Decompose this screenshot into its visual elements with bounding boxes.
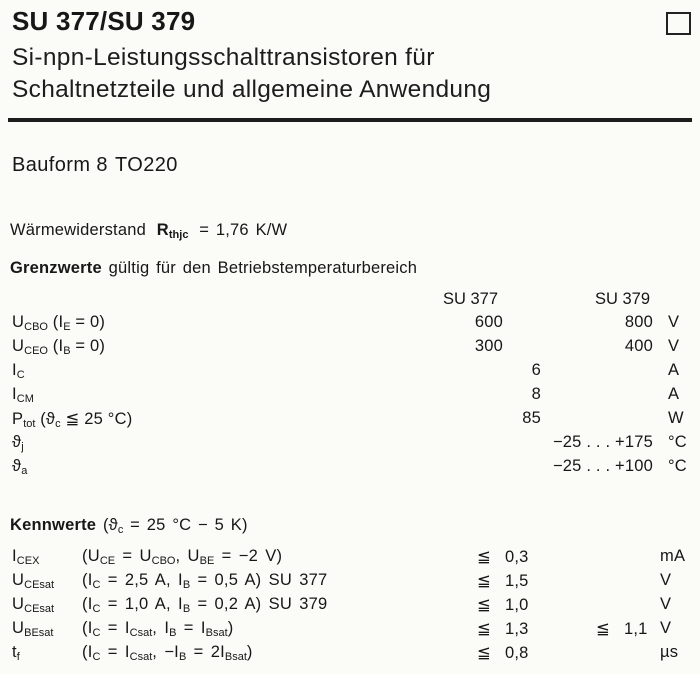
divider-rule xyxy=(8,118,692,122)
package-label: Bauform 8 xyxy=(12,154,108,176)
limit-primary xyxy=(477,619,529,639)
limit-operator: ≦ xyxy=(477,644,492,662)
value-su379: 800 xyxy=(624,313,653,331)
unit-label: V xyxy=(660,571,672,589)
kennwerte-row xyxy=(0,643,700,667)
parameter-symbol: $I_{CEX}$ xyxy=(12,547,40,567)
limit-value: 1,1 xyxy=(624,620,648,638)
kennwerte-row xyxy=(0,619,700,643)
limit-value: 1,0 xyxy=(505,596,529,614)
unit-label: V xyxy=(668,337,680,355)
test-condition: ($I_C = 2,5$ A, $I_B = 0,5$ A) SU 377 xyxy=(82,571,328,591)
limit-primary xyxy=(477,643,529,663)
unit-label: A xyxy=(668,385,680,403)
grenzwerte-row xyxy=(0,433,700,457)
parameter-symbol: $ϑ_j$ xyxy=(12,433,24,453)
unit-label: V xyxy=(668,313,680,331)
parameter-symbol: $I_C$ xyxy=(12,361,25,381)
value-su379: −25 . . . +100 xyxy=(552,457,653,475)
limit-value: 0,3 xyxy=(505,548,529,566)
unit-label: µs xyxy=(660,643,679,661)
parameter-symbol: $U_{CEsat}$ xyxy=(12,595,55,615)
grenzwerte-row xyxy=(0,457,700,481)
grenzwerte-row xyxy=(0,385,700,409)
grenzwerte-heading xyxy=(10,259,417,278)
grenzwerte-row xyxy=(0,361,700,385)
unit-label: °C xyxy=(668,457,687,475)
kennwerte-row xyxy=(0,595,700,619)
grenzwerte-row xyxy=(0,313,700,337)
limit-operator: ≦ xyxy=(477,596,492,614)
value-su377: 600 xyxy=(474,313,503,331)
value-su379: −25 . . . +175 xyxy=(552,433,653,451)
unit-label: V xyxy=(660,619,672,637)
grenzwerte-heading-bold: Grenzwerte xyxy=(10,259,102,277)
limit-value: 0,8 xyxy=(505,644,529,662)
thermal-symbol: $R_{thjc}$ xyxy=(156,221,189,241)
limit-value: 1,5 xyxy=(505,572,529,590)
grenzwerte-rows xyxy=(0,313,700,481)
parameter-symbol: $U_{CEO}$ $(I_B = 0)$ xyxy=(12,337,106,357)
unit-label: W xyxy=(668,409,684,427)
test-condition: ($U_{CE} = U_{CBO}$, $U_{BE} = -2$ V) xyxy=(82,547,283,567)
parameter-symbol: $U_{CBO}$ $(I_E = 0)$ xyxy=(12,313,106,333)
kennwerte-heading-bold: Kennwerte xyxy=(10,516,97,534)
limit-value: 1,3 xyxy=(505,620,529,638)
kennwerte-rows xyxy=(0,547,700,667)
value-su379: 400 xyxy=(624,337,653,355)
limit-operator: ≦ xyxy=(477,572,492,590)
thermal-value: = 1,76 K/W xyxy=(199,221,288,239)
limit-primary xyxy=(477,595,529,615)
parameter-symbol: $P_{tot}$ ($ϑ_c$ ≦ 25 °C) xyxy=(12,410,133,430)
unit-label: mA xyxy=(660,547,686,565)
test-condition: ($I_C = I_{Csat}$, $I_B = I_{Bsat}$) xyxy=(82,619,234,639)
parameter-symbol: $U_{CEsat}$ xyxy=(12,571,55,591)
value-shared: 6 xyxy=(531,361,541,379)
value-shared: 85 xyxy=(522,409,541,427)
limit-primary xyxy=(477,547,529,567)
kennwerte-heading xyxy=(10,516,248,536)
subtitle-line-2: Schaltnetzteile und allgemeine Anwendung xyxy=(12,76,492,103)
kennwerte-row xyxy=(0,547,700,571)
page-title: SU 377/SU 379 xyxy=(12,6,196,36)
grenzwerte-heading-rest: gültig für den Betriebstemperaturbereich xyxy=(108,259,418,277)
page-subtitle xyxy=(12,42,491,106)
limit-operator: ≦ xyxy=(596,620,611,638)
parameter-symbol: $t_f$ xyxy=(12,643,20,663)
limit-primary xyxy=(477,571,529,591)
parameter-symbol: $U_{BEsat}$ xyxy=(12,619,54,639)
parameter-symbol: $I_{CM}$ xyxy=(12,385,34,405)
thermal-label: Wärmewiderstand xyxy=(10,221,146,239)
test-condition: ($I_C = 1,0$ A, $I_B = 0,2$ A) SU 379 xyxy=(82,595,328,615)
unit-label: A xyxy=(668,361,680,379)
value-shared: 8 xyxy=(531,385,541,403)
limit-operator: ≦ xyxy=(477,548,492,566)
package-type: TO220 xyxy=(115,154,178,176)
subtitle-line-1: Si-npn-Leistungsschalttransistoren für xyxy=(12,44,435,71)
unit-label: V xyxy=(660,595,672,613)
grenzwerte-row xyxy=(0,337,700,361)
test-condition: ($I_C = I_{Csat}$, $-I_B = 2I_{Bsat}$) xyxy=(82,643,253,663)
kennwerte-heading-rest: ($ϑ_c = 25$ °C − 5 K) xyxy=(102,516,248,536)
limit-operator: ≦ xyxy=(477,620,492,638)
kennwerte-row xyxy=(0,571,700,595)
column-header-su379: SU 379 xyxy=(595,290,651,308)
thermal-resistance-line xyxy=(10,221,287,241)
column-header-su377: SU 377 xyxy=(443,290,499,308)
corner-square-icon xyxy=(666,12,691,35)
grenzwerte-row xyxy=(0,409,700,433)
unit-label: °C xyxy=(668,433,687,451)
parameter-symbol: $ϑ_a$ xyxy=(12,457,28,477)
limit-secondary xyxy=(596,619,648,639)
value-su377: 300 xyxy=(474,337,503,355)
